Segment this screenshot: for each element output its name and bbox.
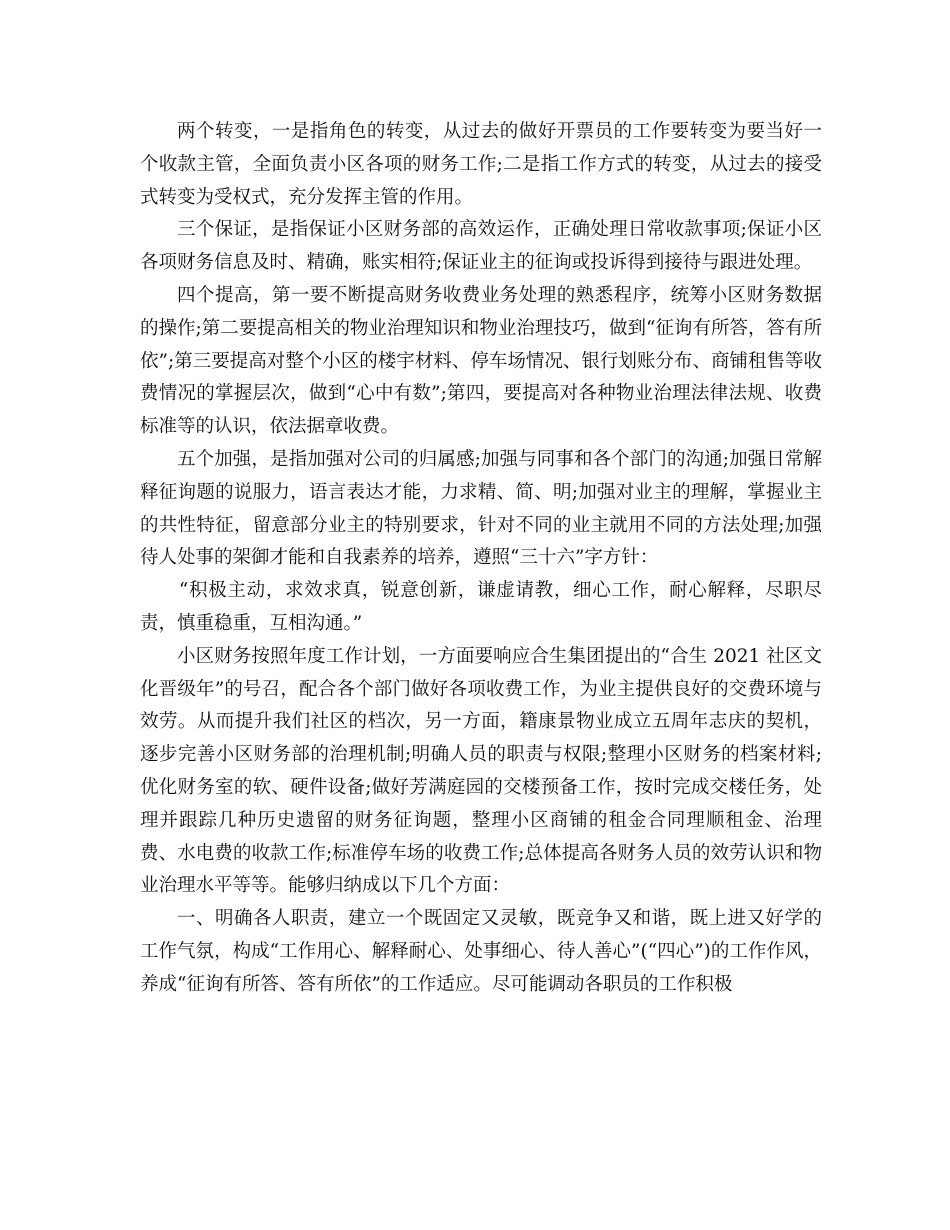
paragraph-annual-plan: 小区财务按照年度工作计划，一方面要响应合生集团提出的“合生 2021 社区文化晋级年”的号召，配合各个部门做好各项收费工作，为业主提供良好的交费环境与效劳。从而提升我们社区的档次，另一方面，籍康景物业成立五周年志庆的契机，逐步完善小区财务部的治理机制;明确人员的职责与权限;整理小区财务的档案材料;优化财务室的软、硬件设备;做好芳满庭园的交楼预备工作，按时完成交楼任务，处理并跟踪几种历史遗留的财务征询题，整理小区商铺的租金合同理顺租金、治理费、水电费的收款工作;标准停车场的收费工作;总体提高各财务人员的效劳认识和物业治理水平等等。能够归纳成以下几个方面：	[140, 645, 822, 897]
paragraph-guiding-principles-quote: “积极主动，求效求真，锐意创新，谦虚请教，细心工作，耐心解释，尽职尽责，慎重稳重，互相沟通。”	[140, 580, 822, 634]
paragraph-clarify-duties: 一、明确各人职责，建立一个既固定又灵敏，既竞争又和谐，既上进又好学的工作气氛，构成“工作用心、解释耐心、处事细心、待人善心”(“四心”)的工作作风，养成“征询有所答、答有所依”的工作适应。尽可能调动各职员的工作积极	[140, 908, 822, 995]
document-body	[140, 116, 822, 1002]
paragraph-four-improvements: 四个提高，第一要不断提高财务收费业务处理的熟悉程序，统筹小区财务数据的操作;第二要提高相关的物业治理知识和物业治理技巧，做到“征询有所答，答有所依”;第三要提高对整个小区的楼宇材料、停车场情况、银行划账分布、商铺租售等收费情况的掌握层次，做到“心中有数”;第四，要提高对各种物业治理法律法规、收费标准等的认识，依法据章收费。	[140, 284, 822, 438]
paragraph-five-strengthenings: 五个加强，是指加强对公司的归属感;加强与同事和各个部门的沟通;加强日常解释征询题的说服力，语言表达才能，力求精、简、明;加强对业主的理解，掌握业主的共性特征，留意部分业主的特别要求，针对不同的业主就用不同的方法处理;加强待人处事的架御才能和自我素养的培养，遵照“三十六”字方针：	[140, 448, 822, 569]
paragraph-three-guarantees: 三个保证，是指保证小区财务部的高效运作，正确处理日常收款事项;保证小区各项财务信息及时、精确，账实相符;保证业主的征询或投诉得到接待与跟进处理。	[140, 219, 822, 274]
paragraph-two-changes: 两个转变，一是指角色的转变，从过去的做好开票员的工作要转变为要当好一个收款主管，全面负责小区各项的财务工作;二是指工作方式的转变，从过去的接受式转变为受权式，充分发挥主管的作用。	[140, 121, 822, 208]
